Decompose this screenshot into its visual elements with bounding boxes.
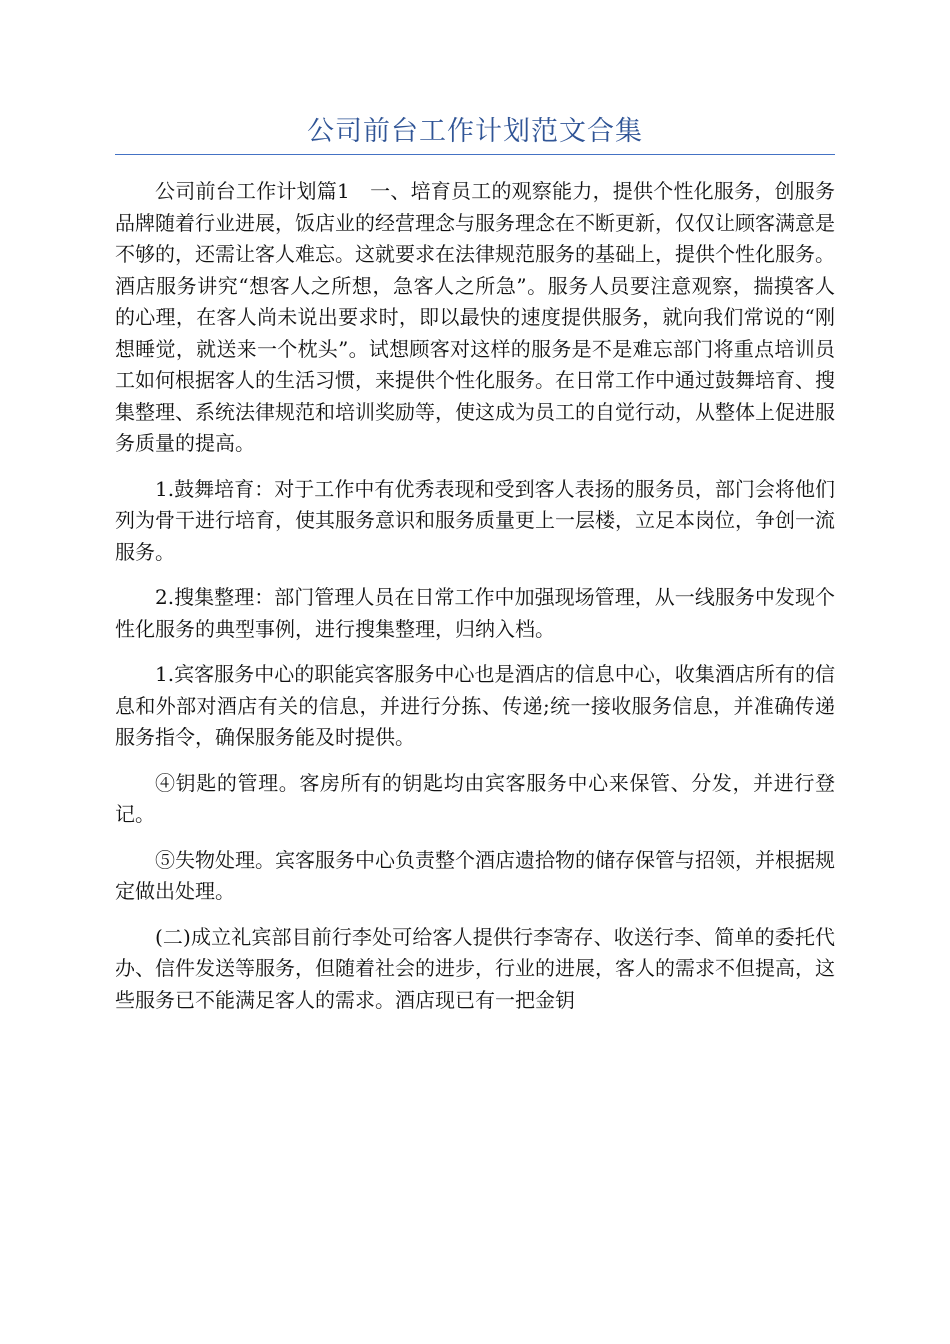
paragraph: (二)成立礼宾部目前行李处可给客人提供行李寄存、收送行李、简单的委托代办、信件发送等服务，但随着社会的进步，行业的进展，客人的需求不但提高，这些服务已不能满足客人的需求。酒店现已有一把金钥: [115, 924, 835, 1012]
paragraph: ④钥匙的管理。客房所有的钥匙均由宾客服务中心来保管、分发，并进行登记。: [115, 770, 835, 826]
paragraph: 2.搜集整理：部门管理人员在日常工作中加强现场管理，从一线服务中发现个性化服务的典型事例，进行搜集整理，归纳入档。: [115, 585, 835, 641]
paragraph: ⑤失物处理。宾客服务中心负责整个酒店遗拾物的储存保管与招领，并根据规定做出处理。: [115, 847, 835, 903]
paragraph: 1.鼓舞培育：对于工作中有优秀表现和受到客人表扬的服务员，部门会将他们列为骨干进行培育，使其服务意识和服务质量更上一层楼，立足本岗位，争创一流服务。: [115, 476, 835, 564]
title-underline: [115, 154, 835, 155]
document-title: 公司前台工作计划范文合集: [307, 116, 643, 147]
paragraph: 1.宾客服务中心的职能宾客服务中心也是酒店的信息中心，收集酒店所有的信息和外部对酒店有关的信息，并进行分拣、传递;统一接收服务信息，并准确传递服务指令，确保服务能及时提供。: [115, 662, 835, 749]
paragraph: 公司前台工作计划篇1 一、培育员工的观察能力，提供个性化服务，创服务品牌随着行业进展，饭店业的经营理念与服务理念在不断更新，仅仅让顾客满意是不够的，还需让客人难忘。这就要求在法律规范服务的基础上，提供个性化服务。酒店服务讲究“想客人之所想，急客人之所急”。服务人员要注意观察，揣摸客人的心理，在客人尚未说出要求时，即以最快的速度提供服务，就向我们常说的“刚想睡觉，就送来一个枕头”。试想顾客对这样的服务是不是难忘部门将重点培训员工如何根据客人的生活习惯，来提供个性化服务。在日常工作中通过鼓舞培育、搜集整理、系统法律规范和培训奖励等，使这成为员工的自觉行动，从整体上促进服务质量的提高。: [115, 179, 835, 455]
document-body: [115, 176, 835, 1030]
